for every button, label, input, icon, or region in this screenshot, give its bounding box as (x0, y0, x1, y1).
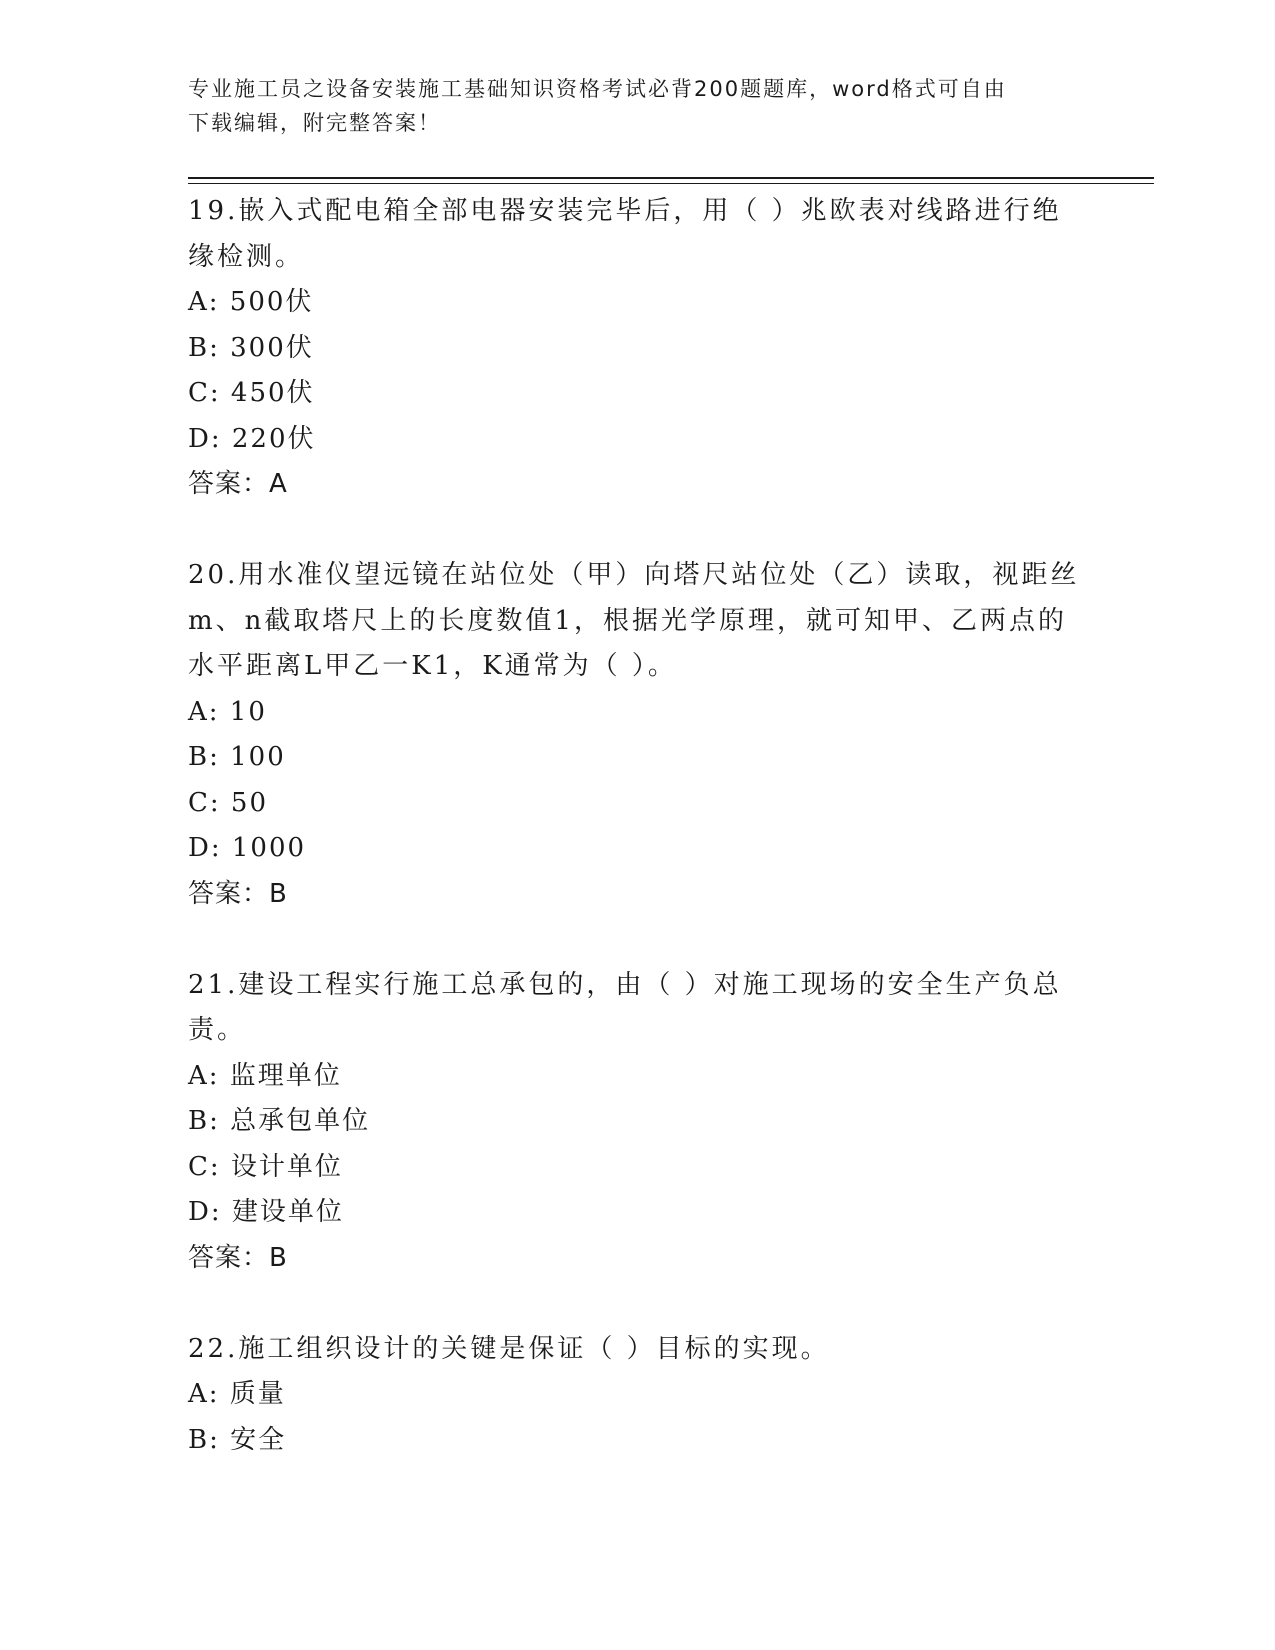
header-divider-thick (188, 177, 1154, 179)
question-20-line-2: m、n截取塔尺上的长度数值1，根据光学原理，就可知甲、乙两点的 (188, 605, 1067, 636)
question-20 (188, 553, 1088, 917)
header-line-1: 专业施工员之设备安装施工基础知识资格考试必背200题题库，word格式可自由 (188, 77, 1007, 101)
question-19-line-1: 19.嵌入式配电箱全部电器安装完毕后，用（ ）兆欧表对线路进行绝 (188, 196, 1062, 226)
header-divider-thin (188, 183, 1154, 184)
question-21-line-1: 21.建设工程实行施工总承包的，由（ ）对施工现场的安全生产负总 (188, 969, 1062, 1000)
question-22-option-a: A: 质量 (188, 1379, 286, 1409)
document-header (188, 72, 1088, 140)
question-19-option-d: D: 220伏 (188, 423, 316, 454)
question-20-option-a: A: 10 (188, 696, 267, 727)
question-spacer (188, 1281, 1088, 1327)
question-20-option-c: C: 50 (188, 787, 269, 818)
question-20-answer: 答案：B (188, 878, 288, 909)
question-21-option-c: C: 设计单位 (188, 1151, 343, 1182)
question-list (188, 189, 1088, 1463)
question-22-line-1: 22.施工组织设计的关键是保证（ ）目标的实现。 (188, 1333, 830, 1364)
question-19-line-2: 缘检测。 (188, 241, 305, 272)
question-21-option-a: A: 监理单位 (188, 1060, 342, 1091)
question-21 (188, 963, 1088, 1282)
question-19-option-b: B: 300伏 (188, 332, 314, 363)
header-line-2: 下载编辑，附完整答案！ (188, 111, 441, 135)
question-19-option-c: C: 450伏 (188, 378, 315, 408)
question-spacer (188, 917, 1088, 963)
question-19-option-a: A: 500伏 (188, 287, 314, 317)
question-20-line-1: 20.用水准仪望远镜在站位处（甲）向塔尺站位处（乙）读取，视距丝 (188, 560, 1080, 590)
question-20-option-b: B: 100 (188, 742, 286, 772)
question-22-option-b: B: 安全 (188, 1424, 287, 1455)
question-19-answer: 答案：A (188, 469, 288, 499)
question-21-line-2: 责。 (188, 1015, 247, 1045)
question-22 (188, 1327, 1088, 1464)
question-21-option-b: B: 总承包单位 (188, 1106, 371, 1136)
question-20-option-d: D: 1000 (188, 833, 307, 863)
question-spacer (188, 508, 1088, 554)
question-21-option-d: D: 建设单位 (188, 1197, 344, 1227)
question-19 (188, 189, 1088, 508)
question-20-line-3: 水平距离L甲乙一K1，K通常为（ ）。 (188, 651, 677, 681)
question-21-answer: 答案：B (188, 1242, 288, 1273)
